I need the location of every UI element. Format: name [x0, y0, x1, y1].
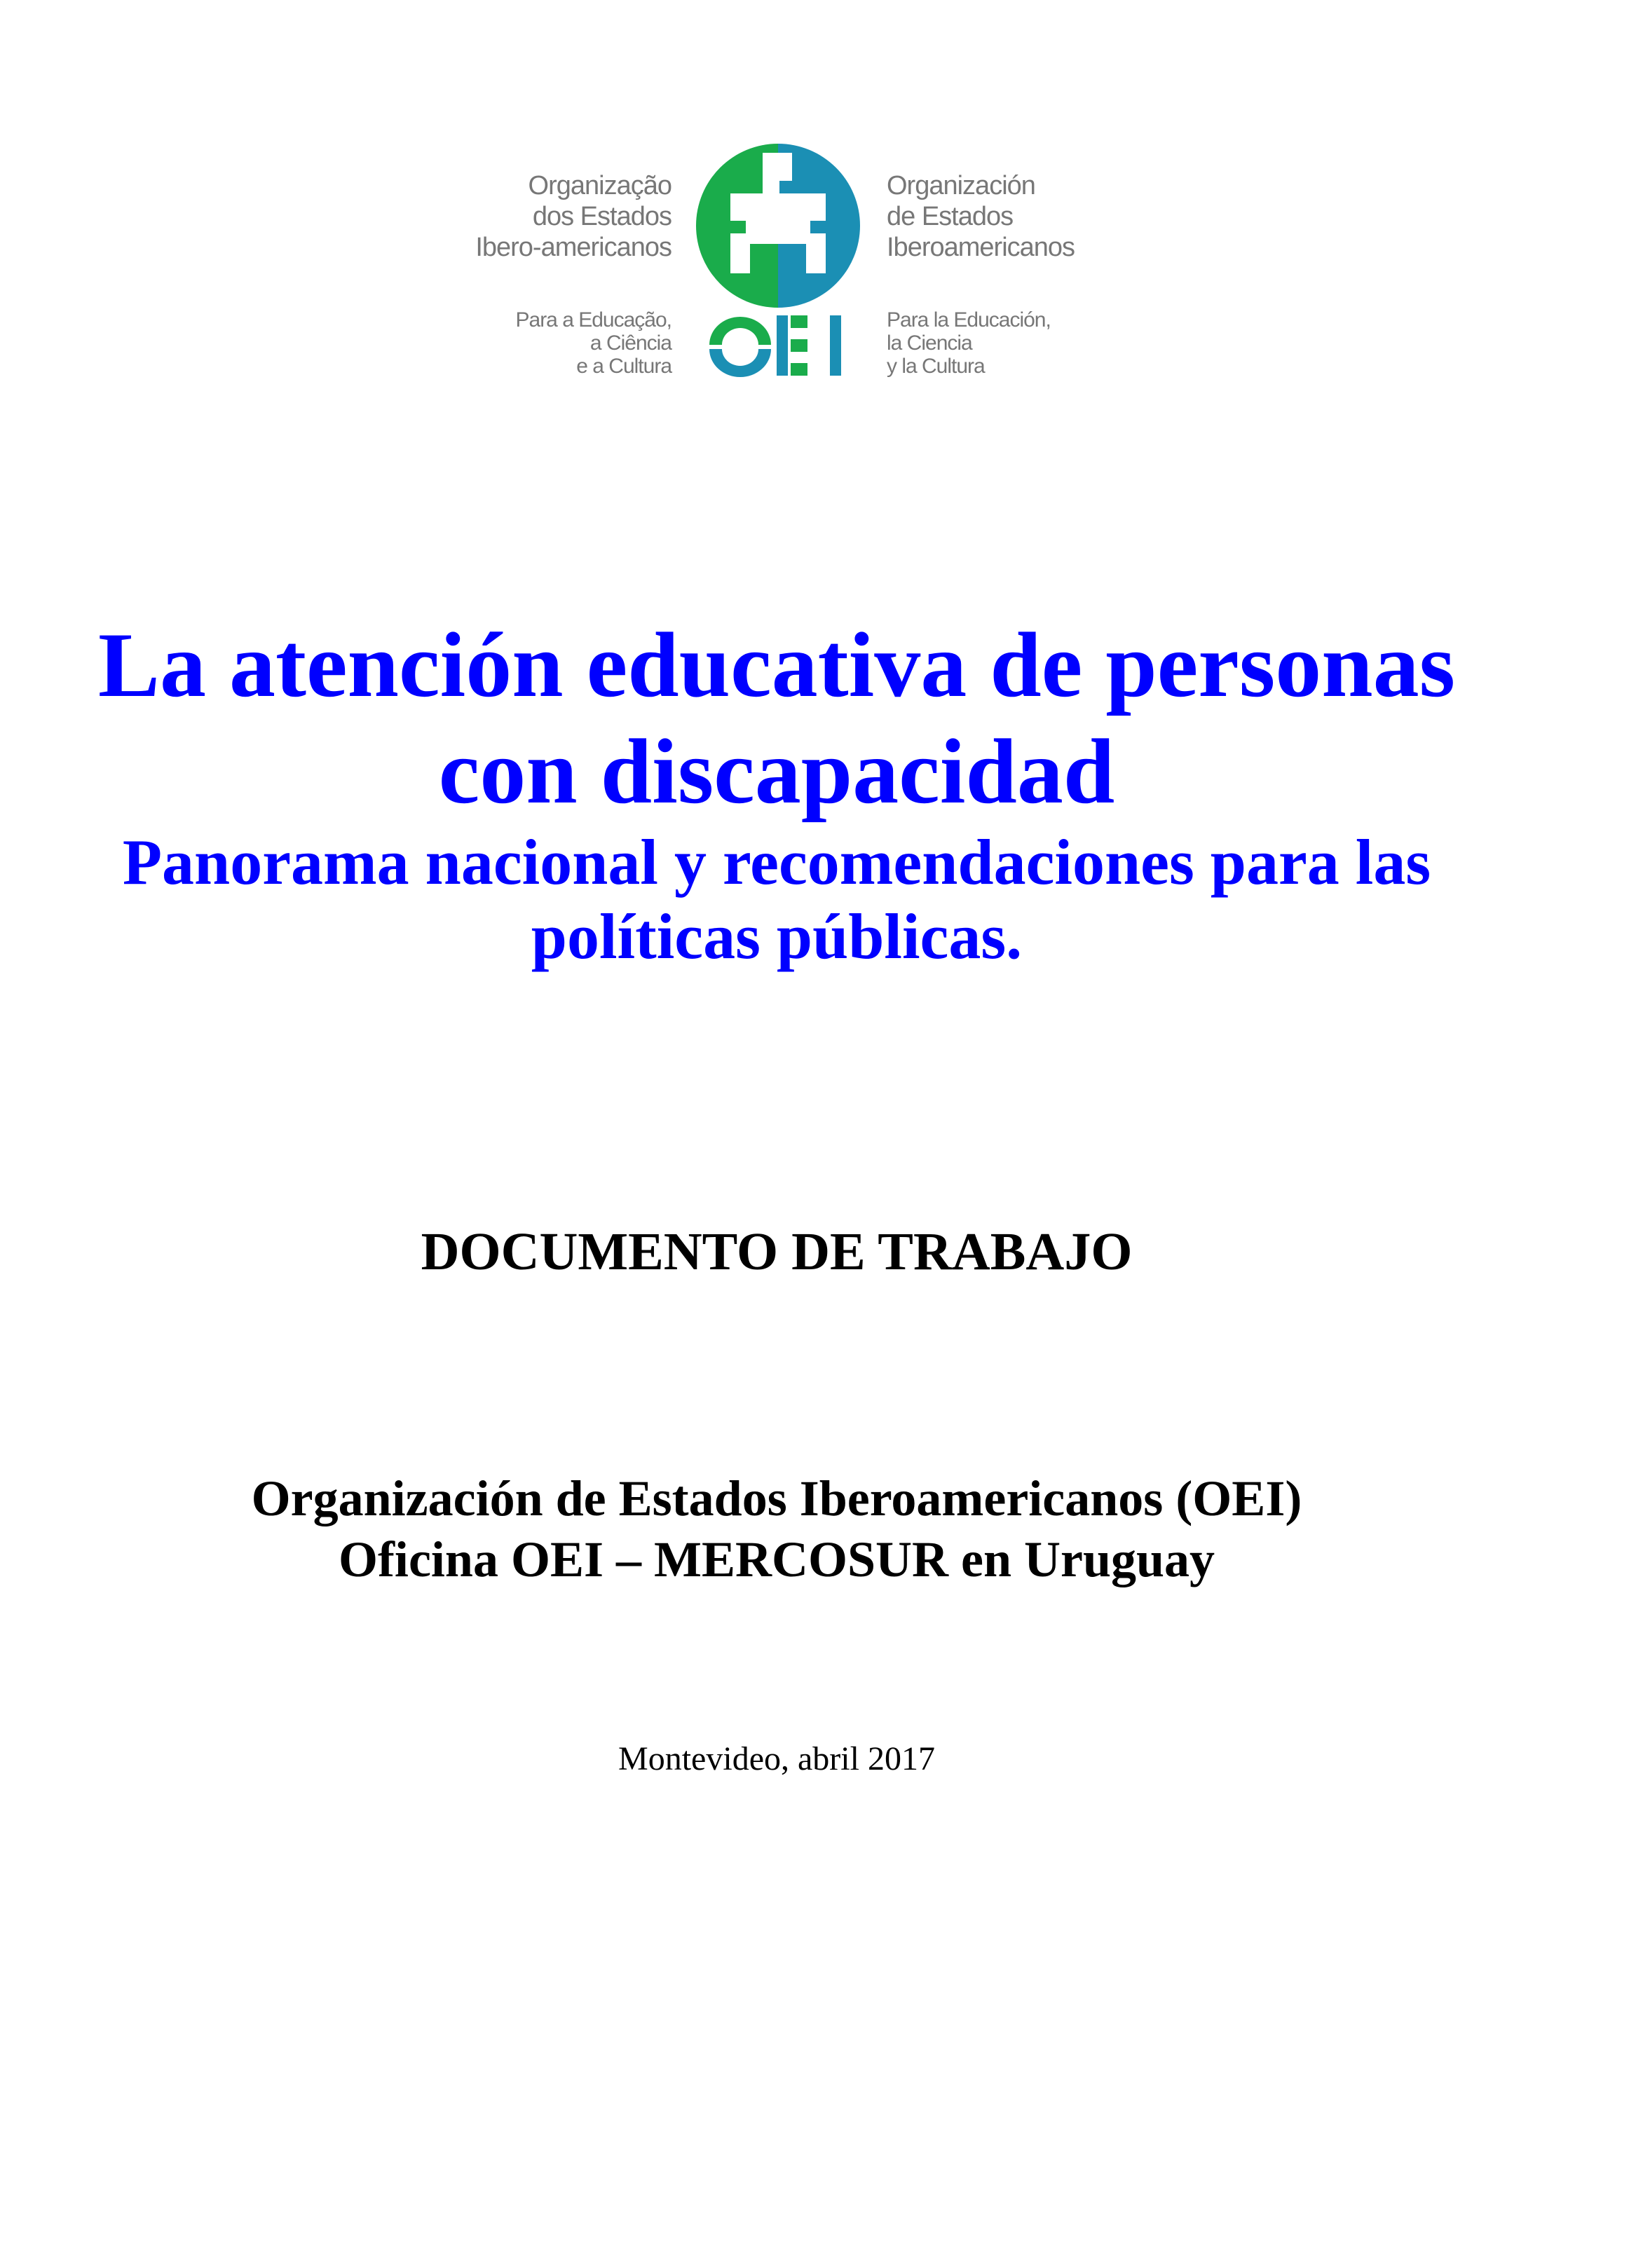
logo-es-name-1: Organización — [887, 171, 1035, 200]
logo-es-name-3: Iberoamericanos — [887, 233, 1075, 262]
subtitle-line-2: políticas públicas. — [531, 901, 1023, 972]
oei-wordmark-icon — [709, 315, 841, 377]
logo-pt-name-1: Organização — [528, 171, 671, 200]
logo-pt-tag-3: e a Cultura — [576, 355, 671, 378]
logo-pt-name-3: Ibero-americanos — [475, 233, 671, 262]
subtitle-line-1: Panorama nacional y recomendaciones para las — [122, 826, 1431, 898]
logo-pt-tag-2: a Ciência — [589, 332, 671, 355]
title-line-1: La atención educativa de personas — [97, 613, 1456, 716]
logo-pt-name-2: dos Estados — [532, 202, 671, 231]
logo-pt-tag-1: Para a Educação, — [515, 308, 671, 332]
organization-line-1: Organización de Estados Iberoamericanos (OEI) — [251, 1470, 1302, 1526]
logo-es-tag-3: y la Cultura — [887, 355, 985, 378]
organization-line-2: Oficina OEI – MERCOSUR en Uruguay — [338, 1531, 1215, 1587]
oei-emblem-icon — [694, 140, 862, 382]
logo-es-tag-2: la Ciencia — [887, 332, 972, 355]
logo-es-tag-1: Para la Educación, — [887, 308, 1051, 332]
logo-es-name-2: de Estados — [887, 202, 1014, 231]
place-date: Montevideo, abril 2017 — [618, 1740, 935, 1777]
document-type: DOCUMENTO DE TRABAJO — [421, 1222, 1133, 1281]
title-line-2: con discapacidad — [438, 720, 1115, 823]
